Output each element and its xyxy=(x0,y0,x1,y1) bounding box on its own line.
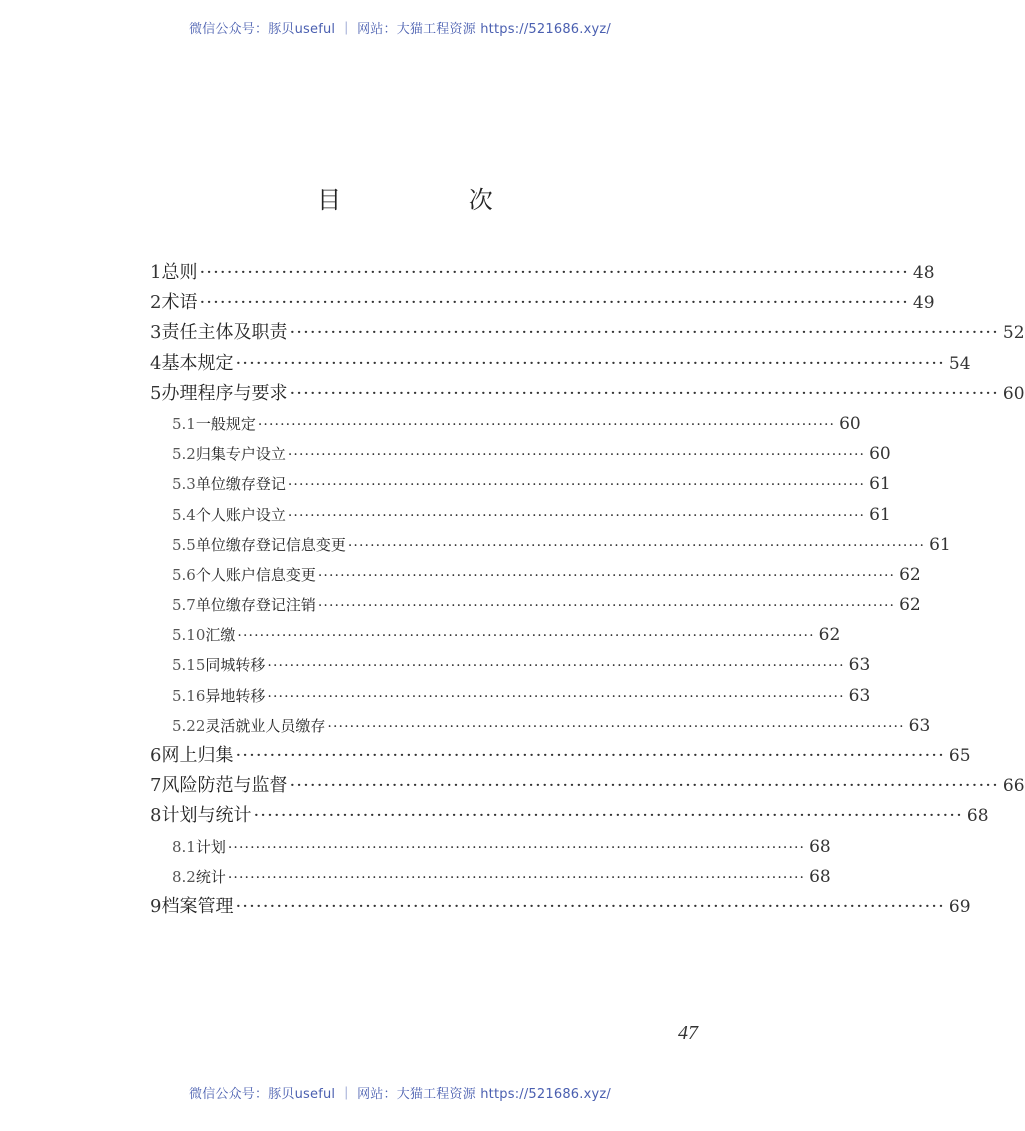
toc-entry[interactable] xyxy=(150,711,931,741)
toc-entry-page: 65 xyxy=(948,746,971,766)
toc-leader-dots: ········································································································ xyxy=(287,507,866,524)
toc-entry-title: 灵活就业人员缴存 xyxy=(205,716,326,735)
page-title: 目 次 xyxy=(317,186,553,214)
toc-entry-number: 5.7 xyxy=(172,596,196,615)
toc-leader-dots: ········································································································ xyxy=(327,718,905,735)
toc-entry-page: 66 xyxy=(1002,776,1025,797)
toc-entry-page: 63 xyxy=(848,685,871,706)
toc-entry-page: 61 xyxy=(929,534,951,555)
toc-entry-number: 9 xyxy=(150,895,162,917)
toc-entry-page: 61 xyxy=(869,504,891,525)
toc-entry-page: 68 xyxy=(809,836,831,857)
toc-entry-title: 单位缴存登记 xyxy=(195,475,286,494)
toc-leader-dots: ········································································································ xyxy=(257,416,836,433)
toc-entry-title: 计划与统计 xyxy=(161,805,252,827)
toc-entry-page: 49 xyxy=(912,293,935,314)
toc-entry-page: 63 xyxy=(848,655,871,676)
toc-entry-number: 5.16 xyxy=(172,686,206,705)
toc-entry-number: 5.4 xyxy=(172,505,196,524)
toc-leader-dots: ········································································································ xyxy=(289,382,999,404)
toc-entry-page: 62 xyxy=(818,625,841,646)
toc-entry[interactable] xyxy=(150,862,831,892)
toc-entry[interactable] xyxy=(150,560,921,590)
toc-entry[interactable] xyxy=(150,741,971,771)
toc-entry[interactable] xyxy=(150,530,951,560)
toc-leader-dots: ········································································································ xyxy=(289,775,999,797)
toc-entry-title: 汇缴 xyxy=(205,626,236,645)
toc-leader-dots: ········································································································ xyxy=(235,352,945,374)
toc-entry-page: 60 xyxy=(839,413,861,434)
toc-leader-dots: ········································································································ xyxy=(237,628,815,645)
toc-entry[interactable] xyxy=(150,892,971,922)
toc-entry[interactable] xyxy=(150,590,921,620)
toc-entry-number: 8.1 xyxy=(172,837,196,856)
toc-leader-dots: ········································································································ xyxy=(235,745,945,766)
toc-entry-title: 一般规定 xyxy=(195,414,256,433)
toc-entry[interactable] xyxy=(150,439,891,469)
toc-entry[interactable] xyxy=(150,258,935,288)
toc-entry-number: 4 xyxy=(150,352,162,374)
toc-entry-title: 基本规定 xyxy=(161,352,234,374)
toc-entry-title: 异地转移 xyxy=(205,686,266,705)
toc-entry-page: 48 xyxy=(912,263,935,283)
toc-entry-page: 62 xyxy=(899,595,921,616)
watermark-top: 微信公众号：豚贝useful ｜ 网站：大猫工程资源 https://521686.xyz/ xyxy=(189,22,611,37)
toc-entry-number: 3 xyxy=(150,322,162,344)
toc-entry-page: 69 xyxy=(948,896,971,917)
toc-entry-title: 个人账户信息变更 xyxy=(195,565,316,584)
toc-entry-number: 5.1 xyxy=(172,414,196,433)
toc-entry-page: 61 xyxy=(869,474,891,495)
toc-entry[interactable] xyxy=(150,349,971,379)
toc-entry[interactable] xyxy=(150,469,891,499)
toc-entry-number: 8.2 xyxy=(172,867,196,886)
toc-entry-number: 5 xyxy=(150,382,162,404)
toc-leader-dots: ········································································································ xyxy=(227,839,806,856)
toc-entry-page: 60 xyxy=(869,444,891,465)
toc-entry-number: 5.10 xyxy=(172,626,206,645)
toc-entry[interactable] xyxy=(150,288,935,318)
toc-entry-number: 6 xyxy=(150,745,162,766)
toc-entry-number: 7 xyxy=(150,775,162,797)
toc-entry-title: 档案管理 xyxy=(161,895,234,917)
toc-entry-title: 单位缴存登记信息变更 xyxy=(195,535,346,554)
toc-entry-title: 同城转移 xyxy=(205,656,266,675)
toc-entry-number: 5.6 xyxy=(172,565,196,584)
toc-leader-dots: ········································································································ xyxy=(289,322,999,344)
toc-entry-title: 网上归集 xyxy=(161,745,234,766)
toc-entry-page: 52 xyxy=(1002,323,1025,344)
toc-entry-title: 办理程序与要求 xyxy=(161,382,288,404)
table-of-contents xyxy=(150,258,1025,922)
toc-entry[interactable] xyxy=(150,620,841,650)
toc-entry-title: 单位缴存登记注销 xyxy=(195,596,316,615)
toc-leader-dots: ········································································································ xyxy=(317,598,896,615)
toc-entry-page: 63 xyxy=(908,715,931,736)
toc-leader-dots: ········································································································ xyxy=(267,688,845,705)
page-number: 47 xyxy=(678,1022,698,1044)
toc-entry-number: 5.3 xyxy=(172,475,196,494)
toc-leader-dots: ········································································································ xyxy=(287,447,866,464)
toc-entry[interactable] xyxy=(150,650,871,680)
toc-entry-number: 5.22 xyxy=(172,716,206,735)
toc-entry[interactable] xyxy=(150,500,891,530)
toc-entry[interactable] xyxy=(150,801,989,831)
toc-entry-title: 风险防范与监督 xyxy=(161,775,288,797)
toc-entry[interactable] xyxy=(150,409,861,439)
toc-leader-dots: ········································································································ xyxy=(253,805,963,827)
toc-entry[interactable] xyxy=(150,318,1025,348)
toc-entry-page: 68 xyxy=(966,806,989,827)
toc-entry-title: 个人账户设立 xyxy=(195,505,286,524)
toc-leader-dots: ········································································································ xyxy=(199,292,909,314)
toc-leader-dots: ········································································································ xyxy=(317,567,896,584)
toc-leader-dots: ········································································································ xyxy=(267,658,845,675)
watermark-bottom: 微信公众号：豚贝useful ｜ 网站：大猫工程资源 https://521686.xyz/ xyxy=(189,1087,611,1102)
toc-entry-page: 62 xyxy=(899,564,921,585)
toc-leader-dots: ········································································································ xyxy=(287,477,866,494)
toc-entry-page: 68 xyxy=(809,866,831,887)
toc-entry-title: 归集专户设立 xyxy=(195,445,286,464)
toc-entry-number: 5.15 xyxy=(172,656,206,675)
toc-entry-title: 总则 xyxy=(161,262,198,283)
toc-entry-title: 术语 xyxy=(161,292,198,314)
toc-entry-title: 责任主体及职责 xyxy=(161,322,288,344)
toc-entry-number: 1 xyxy=(150,262,162,283)
toc-leader-dots: ········································································································ xyxy=(199,262,909,283)
toc-entry-number: 2 xyxy=(150,292,162,314)
toc-entry-page: 54 xyxy=(948,353,971,374)
toc-leader-dots: ········································································································ xyxy=(347,537,926,554)
toc-entry-number: 5.5 xyxy=(172,535,196,554)
toc-entry-number: 5.2 xyxy=(172,445,196,464)
toc-entry-number: 8 xyxy=(150,805,162,827)
toc-leader-dots: ········································································································ xyxy=(227,869,806,886)
toc-leader-dots: ········································································································ xyxy=(235,895,945,917)
toc-entry[interactable] xyxy=(150,771,1025,801)
toc-entry[interactable] xyxy=(150,379,1025,409)
toc-entry[interactable] xyxy=(150,681,871,711)
toc-entry-title: 计划 xyxy=(195,837,226,856)
toc-entry-page: 60 xyxy=(1002,383,1025,404)
toc-entry[interactable] xyxy=(150,832,831,862)
toc-entry-title: 统计 xyxy=(195,867,226,886)
